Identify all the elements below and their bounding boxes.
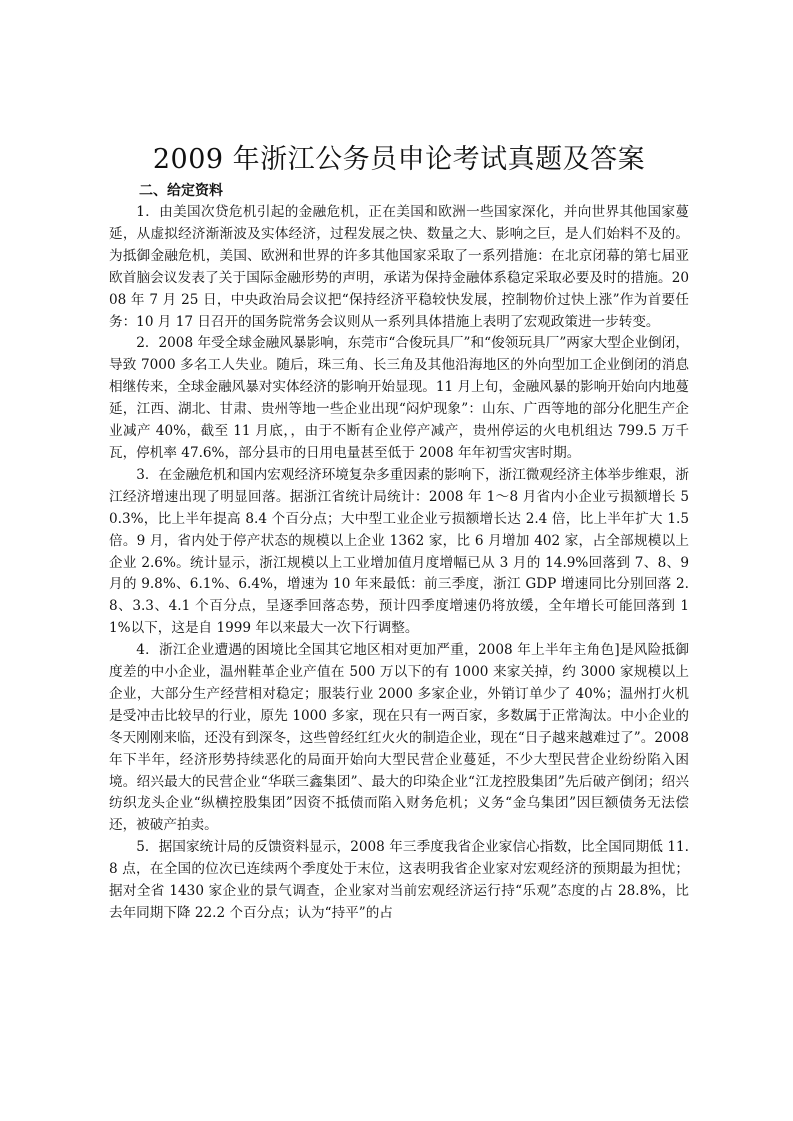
section-heading: 二、给定资料 <box>139 183 223 199</box>
paragraph-5: 5．据国家统计局的反馈资料显示，2008 年三季度我省企业家信心指数，比全国同期低 11.8 点，在全国的位次已连续两个季度处于末位，这表明我省企业家对宏观经济的预期最为担忧；据对全省 1430 家企业的景气调查，企业家对当前宏观经济运行持“乐观”态度的占 28.8%，比去年同期下降 22.2 个百分点；认为“持平”的占 <box>109 839 689 921</box>
paragraph-2: 2．2008 年受全球金融风暴影响，东莞市“合俊玩具厂”和“俊领玩具厂”两家大型企业倒闭，导致 7000 多名工人失业。随后，珠三角、长三角及其他沿海地区的外向型加工企业倒闭的消息相继传来，全球金融风暴对实体经济的影响开始显现。11 月上旬，金融风暴的影响开始向内地蔓延，江西、湖北、甘肃、贵州等地一些企业出现“闷炉现象”：山东、广西等地的部分化肥生产企业减产 40%，截至 11 月底，，由于不断有企业停产减产，贵州停运的火电机组达 799.5 万千瓦，停机率 47.6%，部分县市的日用电量甚至低于 2008 年年初雪灾害时期。 <box>109 335 689 461</box>
document-page <box>109 140 689 925</box>
paragraph-3: 3．在金融危机和国内宏观经济环境复杂多重因素的影响下，浙江微观经济主体举步维艰，浙江经济增速出现了明显回落。据浙江省统计局统计：2008 年 1～8 月省内小企业亏损额增长 50.3%，比上半年提高 8.4 个百分点；大中型工业企业亏损额增长达 2.4 倍，比上半年扩大 1.5 倍。9 月，省内处于停产状态的规模以上企业 1362 家，比 6 月增加 402 家，占全部规模以上企业 2.6%。统计显示，浙江规模以上工业增加值月度增幅已从 3 月的 14.9%回落到 7、8、9 月的 9.8%、6.1%、6.4%，增速为 10 年来最低：前三季度，浙江 GDP 增速同比分别回落 2.8、3.3、4.1 个百分点，呈逐季回落态势，预计四季度增速仍将放缓，全年增长可能回落到 11%以下，这是自 1999 年以来最大一次下行调整。 <box>109 466 689 637</box>
paragraph-1: 1．由美国次贷危机引起的金融危机，正在美国和欧洲一些国家深化，并向世界其他国家蔓延，从虚拟经济渐渐波及实体经济，过程发展之快、数量之大、影响之巨，是人们始料不及的。为抵御金融危机，美国、欧洲和世界的许多其他国家采取了一系列措施：在北京闭幕的第七届亚欧首脑会议发表了关于国际金融形势的声明，承诺为保持金融体系稳定采取必要及时的措施。2008 年 7 月 25 日，中央政治局会议把“保持经济平稳较快发展，控制物价过快上涨”作为首要任务：10 月 17 日召开的国务院常务会议则从一系列具体措施上表明了宏观政策进一步转变。 <box>109 204 689 330</box>
paragraph-4: 4．浙江企业遭遇的困境比全国其它地区相对更加严重，2008 年上半年主角色]是风险抵御度差的中小企业，温州鞋革企业产值在 500 万以下的有 1000 来家关掉，约 3000 家规模以上企业，大部分生产经营相对稳定；服装行业 2000 多家企业，外销订单少了 40%；温州打火机是受冲击比较早的行业，原先 1000 多家，现在只有一两百家，多数属于正常淘汰。中小企业的冬天刚刚来临，还没有到深冬，这些曾经红红火火的制造企业，现在“日子越来越难过了”。2008 年下半年，经济形势持续恶化的局面开始向大型民营企业蔓延，不少大型民营企业纷纷陷入困境。绍兴最大的民营企业“华联三鑫集团”、最大的印染企业“江龙控股集团”先后破产倒闭；绍兴纺织龙头企业“纵横控股集团”因资不抵债而陷入财务危机；义务“金乌集团”因巨额债务无法偿还，被破产拍卖。 <box>109 642 689 834</box>
document-title: 2009 年浙江公务员申论考试真题及答案 <box>152 144 646 175</box>
